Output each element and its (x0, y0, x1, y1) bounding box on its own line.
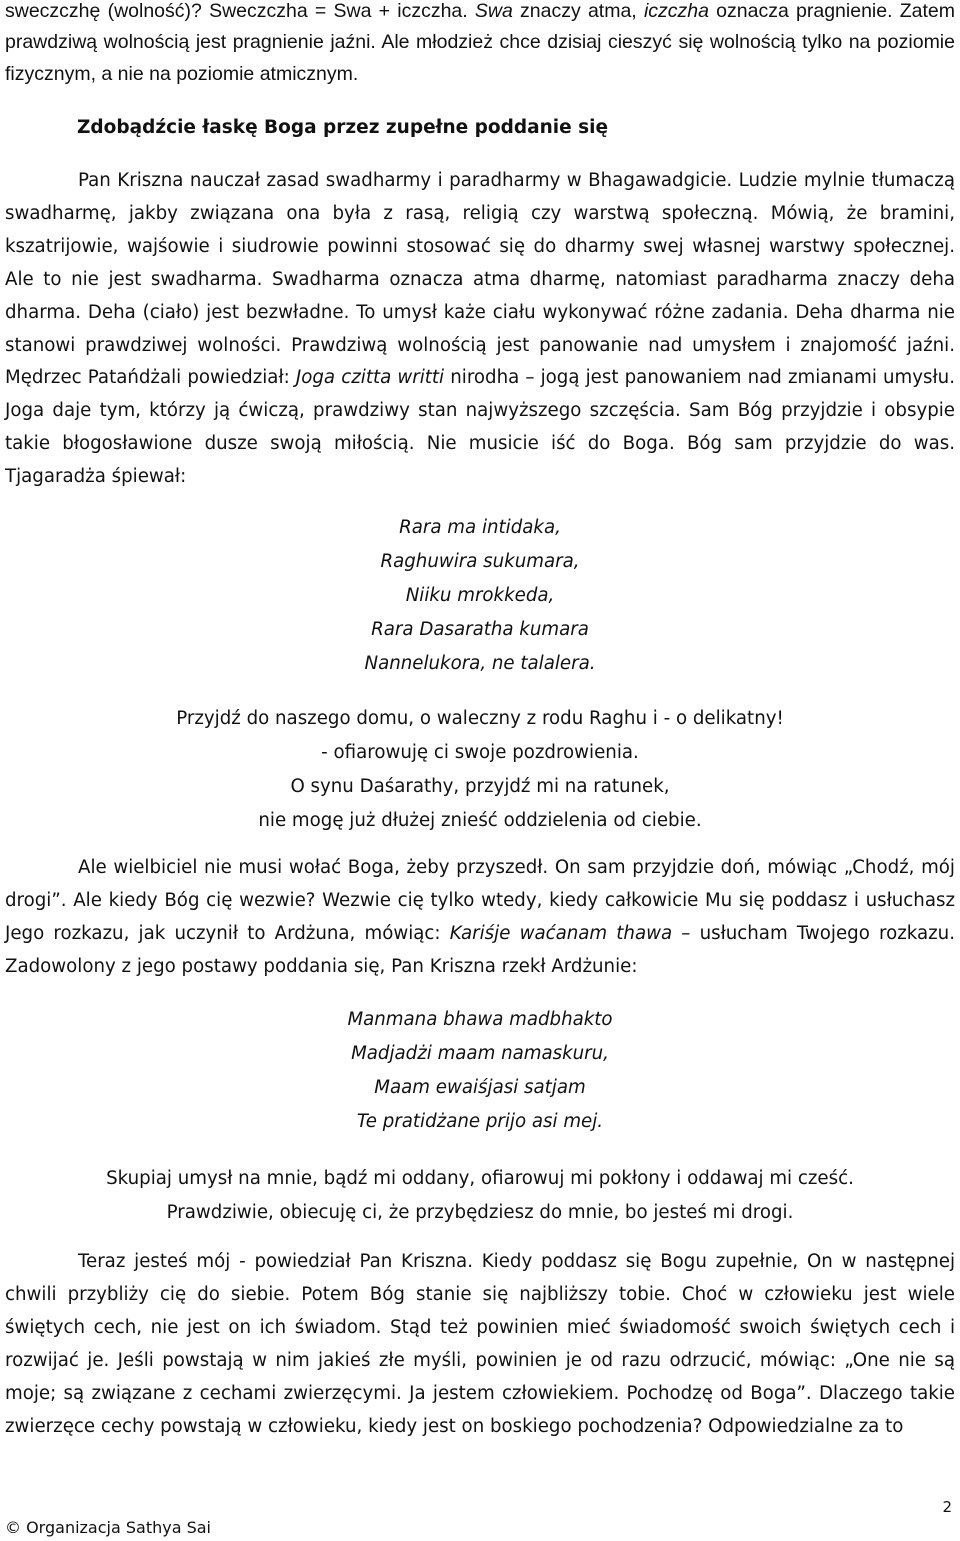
translation-line: Skupiaj umysł na mnie, bądź mi oddany, ofiarowuj mi pokłony i oddawaj mi cześć. (106, 1168, 854, 1189)
paragraph-arjuna-text-2: – usłucham Twojego rozkazu. Zadowolony z jego postawy poddania się, Pan Kriszna rzekł Ardżunie: (5, 922, 955, 977)
intro-text-2: znaczy atma, (512, 0, 644, 22)
song-tjagaradza (0, 511, 960, 681)
translation-line: Prawdziwie, obiecuję ci, że przybędziesz do mnie, bo jesteś mi drogi. (166, 1202, 794, 1223)
translation-line: - ofiarowuję ci swoje pozdrowienia. (321, 742, 639, 763)
paragraph-swadharma-text-1: Pan Kriszna nauczał zasad swadharmy i paradharmy w Bhagawadgicie. Ludzie mylnie tłumaczą swadharmę, jakby związana ona była z rasą, religią czy warstwą społeczną. Mówią, że bramini, kszatrijowie, wajśowie i siudrowie powinni stosować się do dharmy swej własnej warstwy społecznej. Ale to nie jest swadharma. Swadharma oznacza atma dharmę, natomiast paradharma znaczy deha dharma. Deha (ciało) jest bezwładne. To umysł każe ciału wykonywać różne zadania. Deha dharma nie stanowi prawdziwej wolności. Prawdziwą wolnością jest panowanie nad umysłem i znajomość jaźni. Mędrzec Patańdżali powiedział: (5, 170, 955, 389)
paragraph-swadharma (5, 165, 955, 494)
page-number: 2 (942, 1498, 952, 1516)
song-line: Manmana bhawa madbhakto (347, 1009, 613, 1030)
paragraph-arjuna (5, 852, 955, 984)
translation-line: nie mogę już dłużej znieść oddzielenia od ciebie. (258, 810, 702, 831)
intro-paragraph (5, 0, 955, 90)
section-heading: Zdobądźcie łaskę Boga przez zupełne poddanie się (77, 117, 608, 138)
footer-copyright: © Organizacja Sathya Sai (5, 1518, 211, 1537)
song-line: Raghuwira sukumara, (380, 551, 580, 572)
intro-term-swa: Swa (474, 0, 513, 22)
paragraph-swadharma-text-2: nirodha – jogą jest panowaniem nad zmianami umysłu. Joga daje tym, którzy ją ćwiczą, prawdziwy stan najwyższego szczęścia. Sam Bóg przyjdzie i obsypie takie błogosławione dusze swoją miłością. Nie musicie iść do Boga. Bóg sam przyjdzie do was. Tjagaradża śpiewał: (5, 367, 955, 488)
paragraph-arjuna-text-1: Ale wielbiciel nie musi wołać Boga, żeby przyszedł. On sam przyjdzie doń, mówiąc „Chodź, mój drogi”. Ale kiedy Bóg cię wezwie? Wezwie cię tylko wtedy, kiedy całkowicie Mu się poddasz i usłuchasz Jego rozkazu, jak uczynił to Ardżuna, mówiąc: (5, 857, 955, 944)
song-line: Te pratidżane prijo asi mej. (356, 1111, 604, 1132)
intro-text-1: sweczczhę (wolność)? Sweczczha = Swa + iczczha. (5, 0, 475, 22)
song-line: Maam ewaiśjasi satjam (374, 1077, 586, 1098)
song-line: Rara ma intidaka, (399, 517, 561, 538)
paragraph-swadharma-quote: Joga czitta writti (295, 367, 445, 389)
paragraph-arjuna-quote: Kariśje waćanam thawa (449, 922, 673, 944)
song-line: Niiku mrokkeda, (405, 585, 555, 606)
song-line: Rara Dasaratha kumara (371, 619, 589, 640)
song-line: Nannelukora, ne talalera. (364, 653, 596, 674)
translation-line: O synu Daśarathy, przyjdź mi na ratunek, (290, 776, 670, 797)
paragraph-surrender: Teraz jesteś mój - powiedział Pan Kriszna. Kiedy poddasz się Bogu zupełnie, On w następnej chwili przybliży cię do siebie. Potem Bóg stanie się najbliższy tobie. Choć w człowieku jest wiele świętych cech, nie jest on ich świadom. Stąd też powinien mieć świadomość swoich świętych cech i rozwijać je. Jeśli powstają w nim jakieś złe myśli, powinien je od razu odrzucić, mówiąc: „One nie są moje; są związane z cechami zwierzęcymi. Ja jestem człowiekiem. Pochodzę od Boga”. Dlaczego takie zwierzęce cechy powstają w człowieku, kiedy jest on boskiego pochodzenia? Odpowiedzialne za to (5, 1251, 955, 1437)
intro-term-iczczha: iczczha (643, 0, 709, 22)
intro-text-3: oznacza pragnienie. Zatem prawdziwą wolnością jest pragnienie jaźni. Ale młodzież chce dzisiaj cieszyć się wolnością tylko na poziomie fizycznym, a nie na poziomie atmicznym. (5, 0, 955, 85)
song-line: Madjadżi maam namaskuru, (351, 1043, 609, 1064)
translation-line: Przyjdź do naszego domu, o waleczny z rodu Raghu i - o delikatny! (176, 708, 784, 729)
song-kriszna-translation (0, 1162, 960, 1230)
song-tjagaradza-translation (0, 702, 960, 838)
song-kriszna (0, 1003, 960, 1139)
